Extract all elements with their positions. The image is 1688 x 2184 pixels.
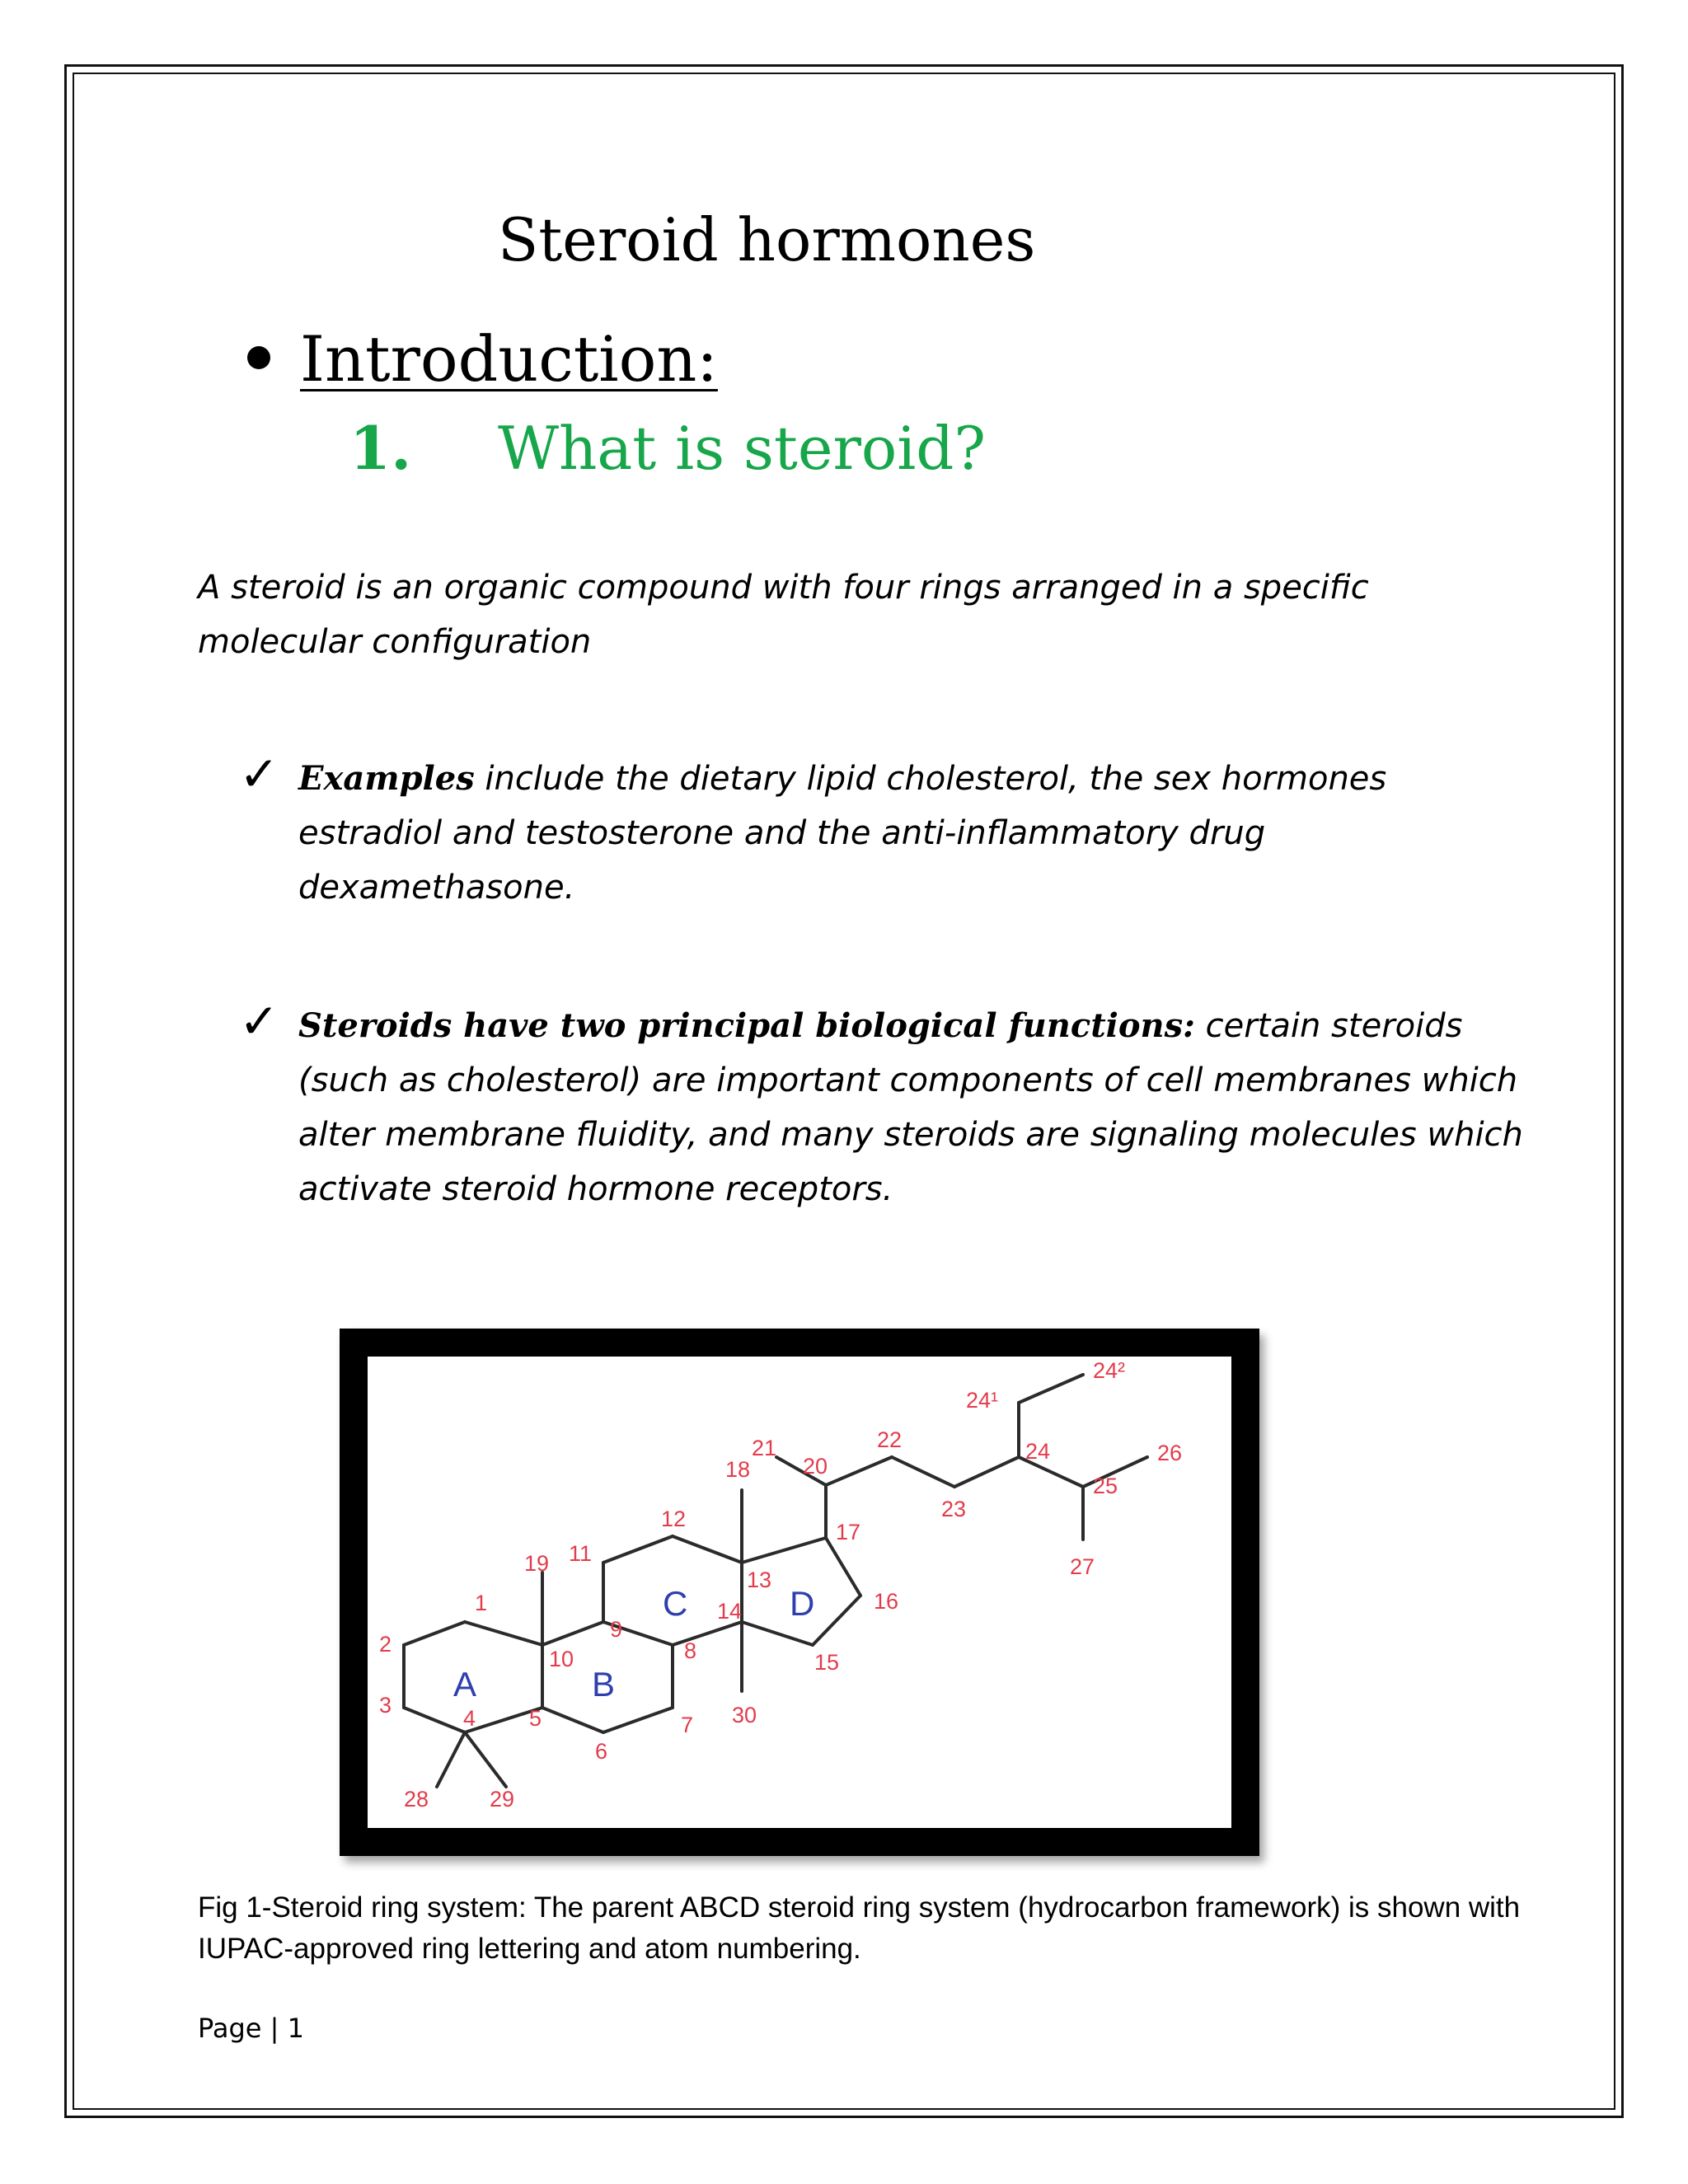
examples-lead: Examples bbox=[298, 759, 475, 798]
atom-number-label: 19 bbox=[524, 1551, 550, 1576]
functions-body bbox=[239, 999, 1525, 1216]
question-number: 1. bbox=[349, 413, 412, 483]
atom-number-label: 9 bbox=[610, 1617, 623, 1642]
steroid-structure-svg bbox=[368, 1357, 1231, 1828]
atom-number-label: 29 bbox=[490, 1787, 515, 1811]
figure-frame bbox=[340, 1329, 1259, 1856]
atom-number-label: 18 bbox=[725, 1457, 751, 1482]
atom-number-label: 4 bbox=[463, 1706, 476, 1731]
atom-number-label: 16 bbox=[874, 1589, 899, 1614]
atom-number-label: 21 bbox=[752, 1436, 777, 1460]
atom-number-label: 15 bbox=[814, 1650, 840, 1675]
section-heading bbox=[247, 320, 718, 399]
atom-number-label: 3 bbox=[379, 1693, 392, 1718]
ring-letter-b: B bbox=[592, 1665, 616, 1704]
page-footer: Page | 1 bbox=[198, 2013, 304, 2044]
bond-c11-c12 bbox=[603, 1536, 673, 1563]
question-heading bbox=[349, 409, 986, 488]
bond-c12-c13 bbox=[673, 1536, 742, 1563]
checkmark-icon: ✓ bbox=[239, 746, 279, 802]
atom-number-label: 22 bbox=[877, 1427, 903, 1452]
ring-letter-a: A bbox=[453, 1665, 477, 1704]
ring-letter-c: C bbox=[663, 1584, 688, 1623]
bond-c20-c22 bbox=[826, 1457, 892, 1485]
bond-c5-c6 bbox=[542, 1708, 603, 1732]
bond-c4-c28 bbox=[437, 1732, 465, 1787]
bond-c6-c7 bbox=[603, 1708, 673, 1732]
atom-number-label: 30 bbox=[732, 1703, 757, 1727]
examples-body bbox=[239, 752, 1525, 915]
atom-number-label: 7 bbox=[681, 1713, 694, 1737]
atom-number-label: 24 bbox=[1025, 1439, 1051, 1464]
question-text: What is steroid? bbox=[498, 414, 986, 483]
bond-c3-c4 bbox=[404, 1708, 465, 1732]
atom-number-label: 26 bbox=[1157, 1441, 1183, 1465]
atom-number-label: 28 bbox=[404, 1787, 429, 1811]
atom-number-label: 5 bbox=[529, 1706, 542, 1731]
steroid-ring-diagram bbox=[368, 1357, 1231, 1828]
figure-caption: Fig 1-Steroid ring system: The parent ABCD steroid ring system (hydrocarbon framework) is shown with IUPAC-approved ring lettering and atom numbering. bbox=[198, 1891, 1521, 1965]
bond-c22-c23 bbox=[892, 1457, 954, 1487]
atom-number-label: 11 bbox=[569, 1541, 593, 1566]
functions-item bbox=[239, 993, 1525, 1216]
atom-number-label: 14 bbox=[717, 1599, 743, 1624]
bond-c241-c242 bbox=[1019, 1375, 1083, 1403]
bond-c14-c15 bbox=[742, 1622, 813, 1645]
section-heading-text: Introduction: bbox=[300, 322, 718, 396]
bond-c17-c13 bbox=[742, 1538, 826, 1563]
atom-number-label: 2 bbox=[379, 1632, 392, 1657]
functions-text: certain steroids (such as cholesterol) are important components of cell membranes which alter membrane fluidity, and many steroids are signaling molecules which activate steroid hormone receptors. bbox=[298, 1007, 1523, 1208]
atom-number-label: 6 bbox=[595, 1739, 608, 1764]
bond-c10-c1 bbox=[465, 1622, 542, 1645]
ring-letter-d: D bbox=[790, 1584, 815, 1623]
atom-number-label: 1 bbox=[475, 1591, 488, 1615]
atom-number-label: 24¹ bbox=[966, 1388, 999, 1413]
atom-number-label: 8 bbox=[684, 1638, 697, 1663]
atom-number-label: 13 bbox=[747, 1568, 772, 1592]
atom-number-label: 10 bbox=[549, 1647, 574, 1671]
page-title: Steroid hormones bbox=[498, 205, 1036, 274]
bond-c23-c24 bbox=[954, 1457, 1019, 1487]
atom-number-label: 20 bbox=[803, 1454, 828, 1479]
functions-lead: Steroids have two principal biological functions: bbox=[298, 1006, 1195, 1045]
bond-c14-c8 bbox=[673, 1622, 742, 1645]
atom-number-label: 23 bbox=[941, 1497, 967, 1521]
atom-number-label: 24² bbox=[1093, 1358, 1126, 1383]
bond-c16-c17 bbox=[826, 1538, 860, 1596]
intro-paragraph: A steroid is an organic compound with four rings arranged in a specific molecular configuration bbox=[198, 569, 1369, 661]
bond-c9-c10 bbox=[542, 1622, 603, 1645]
atom-number-label: 27 bbox=[1070, 1554, 1095, 1579]
examples-item bbox=[239, 746, 1525, 915]
checkmark-icon: ✓ bbox=[239, 993, 279, 1049]
atom-number-label: 25 bbox=[1093, 1474, 1118, 1498]
atom-number-label: 17 bbox=[836, 1520, 861, 1544]
bullet-icon bbox=[247, 346, 270, 369]
bond-c4-c29 bbox=[465, 1732, 506, 1787]
bond-c1-c2 bbox=[404, 1622, 465, 1645]
atom-number-label: 12 bbox=[661, 1507, 687, 1531]
examples-text: include the dietary lipid cholesterol, the sex hormones estradiol and testosterone and the anti-inflammatory drug dexamethasone. bbox=[298, 760, 1387, 907]
bond-c15-c16 bbox=[813, 1596, 860, 1645]
